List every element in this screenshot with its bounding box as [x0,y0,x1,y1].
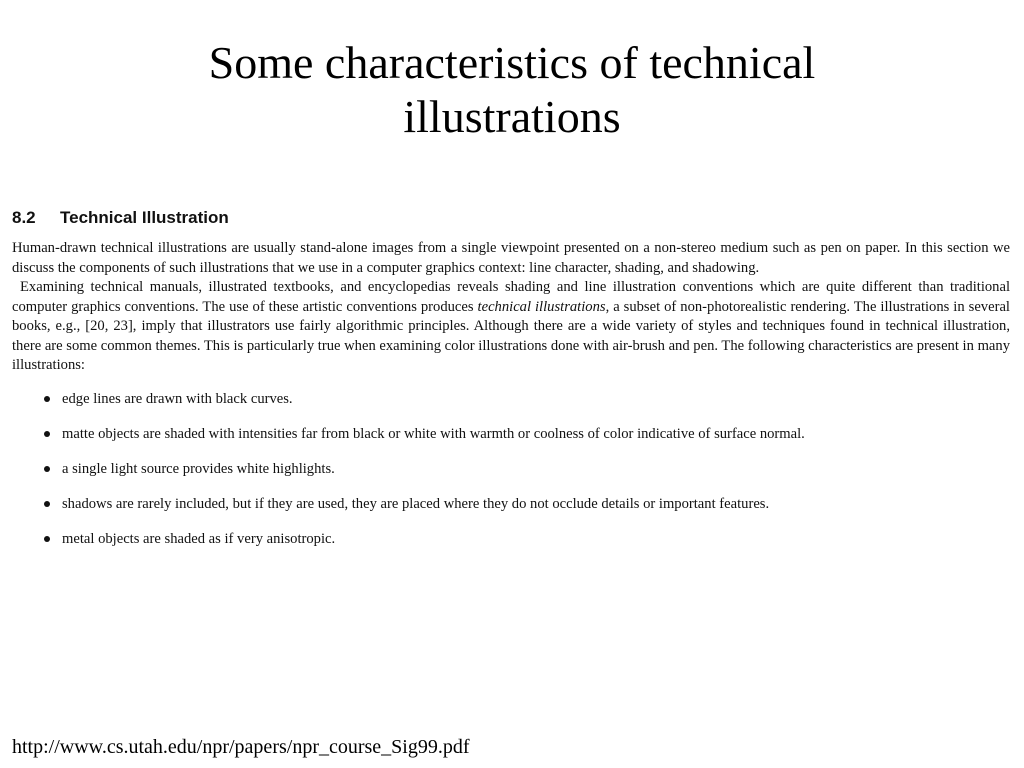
list-item-text: a single light source provides white highlights. [62,460,335,477]
slide-title-line-2: illustrations [403,91,621,142]
section-heading [12,206,1010,230]
list-item-text: shadows are rarely included, but if they are used, they are placed where they do not occlude details or important features. [62,495,770,512]
paragraph-conventions [12,278,1010,376]
slide-title-line-1: Some characteristics of technical [208,37,816,88]
characteristics-list [12,389,1010,564]
paragraph-conventions-text-start: Examining technical manuals, illustrated textbooks, and encyclopedias reveals shading and line illustration conventions which are quite different than traditional computer graphics conventions. The use of these artistic conventions produces [12,279,1010,315]
bullet-dot-icon [44,396,50,402]
list-item [12,459,1010,494]
list-item [12,389,1010,424]
source-url-link[interactable]: http://www.cs.utah.edu/npr/papers/npr_course_Sig99.pdf [12,736,470,758]
section-number: 8.2 [12,208,36,227]
bullet-dot-icon [44,431,50,437]
list-item [12,494,1010,529]
list-item [12,529,1010,564]
list-item-text: matte objects are shaded with intensities far from black or white with warmth or coolness of color indicative of surface normal. [62,425,805,442]
list-item [12,424,1010,459]
bullet-dot-icon [44,501,50,507]
paper-excerpt [12,206,1010,564]
list-item-text: metal objects are shaded as if very anisotropic. [62,530,336,547]
slide-title [0,36,1024,144]
paragraph-conventions-text-end: , a subset of non-photorealistic rendering. The illustrations in several books, e.g., [20, 23], imply that illustrators use fairly algorithmic principles. Although there are a wide variety of styles and techniques found in technical illustration, there are some common themes. This is particularly true when examining color illustrations done with air-brush and pen. The following characteristics are present in many illustrations: [12,298,1010,373]
emphasis-technical-illustrations: technical illustrations [477,298,606,315]
list-item-text: edge lines are drawn with black curves. [62,390,293,407]
bullet-dot-icon [44,536,50,542]
bullet-dot-icon [44,466,50,472]
paragraph-intro: Human-drawn technical illustrations are usually stand-alone images from a single viewpoint presented on a non-stereo medium such as pen on paper. In this section we discuss the components of such illustrations that we use in a computer graphics context: line character, shading, and shadowing. [12,240,1010,276]
section-title: Technical Illustration [60,208,229,227]
